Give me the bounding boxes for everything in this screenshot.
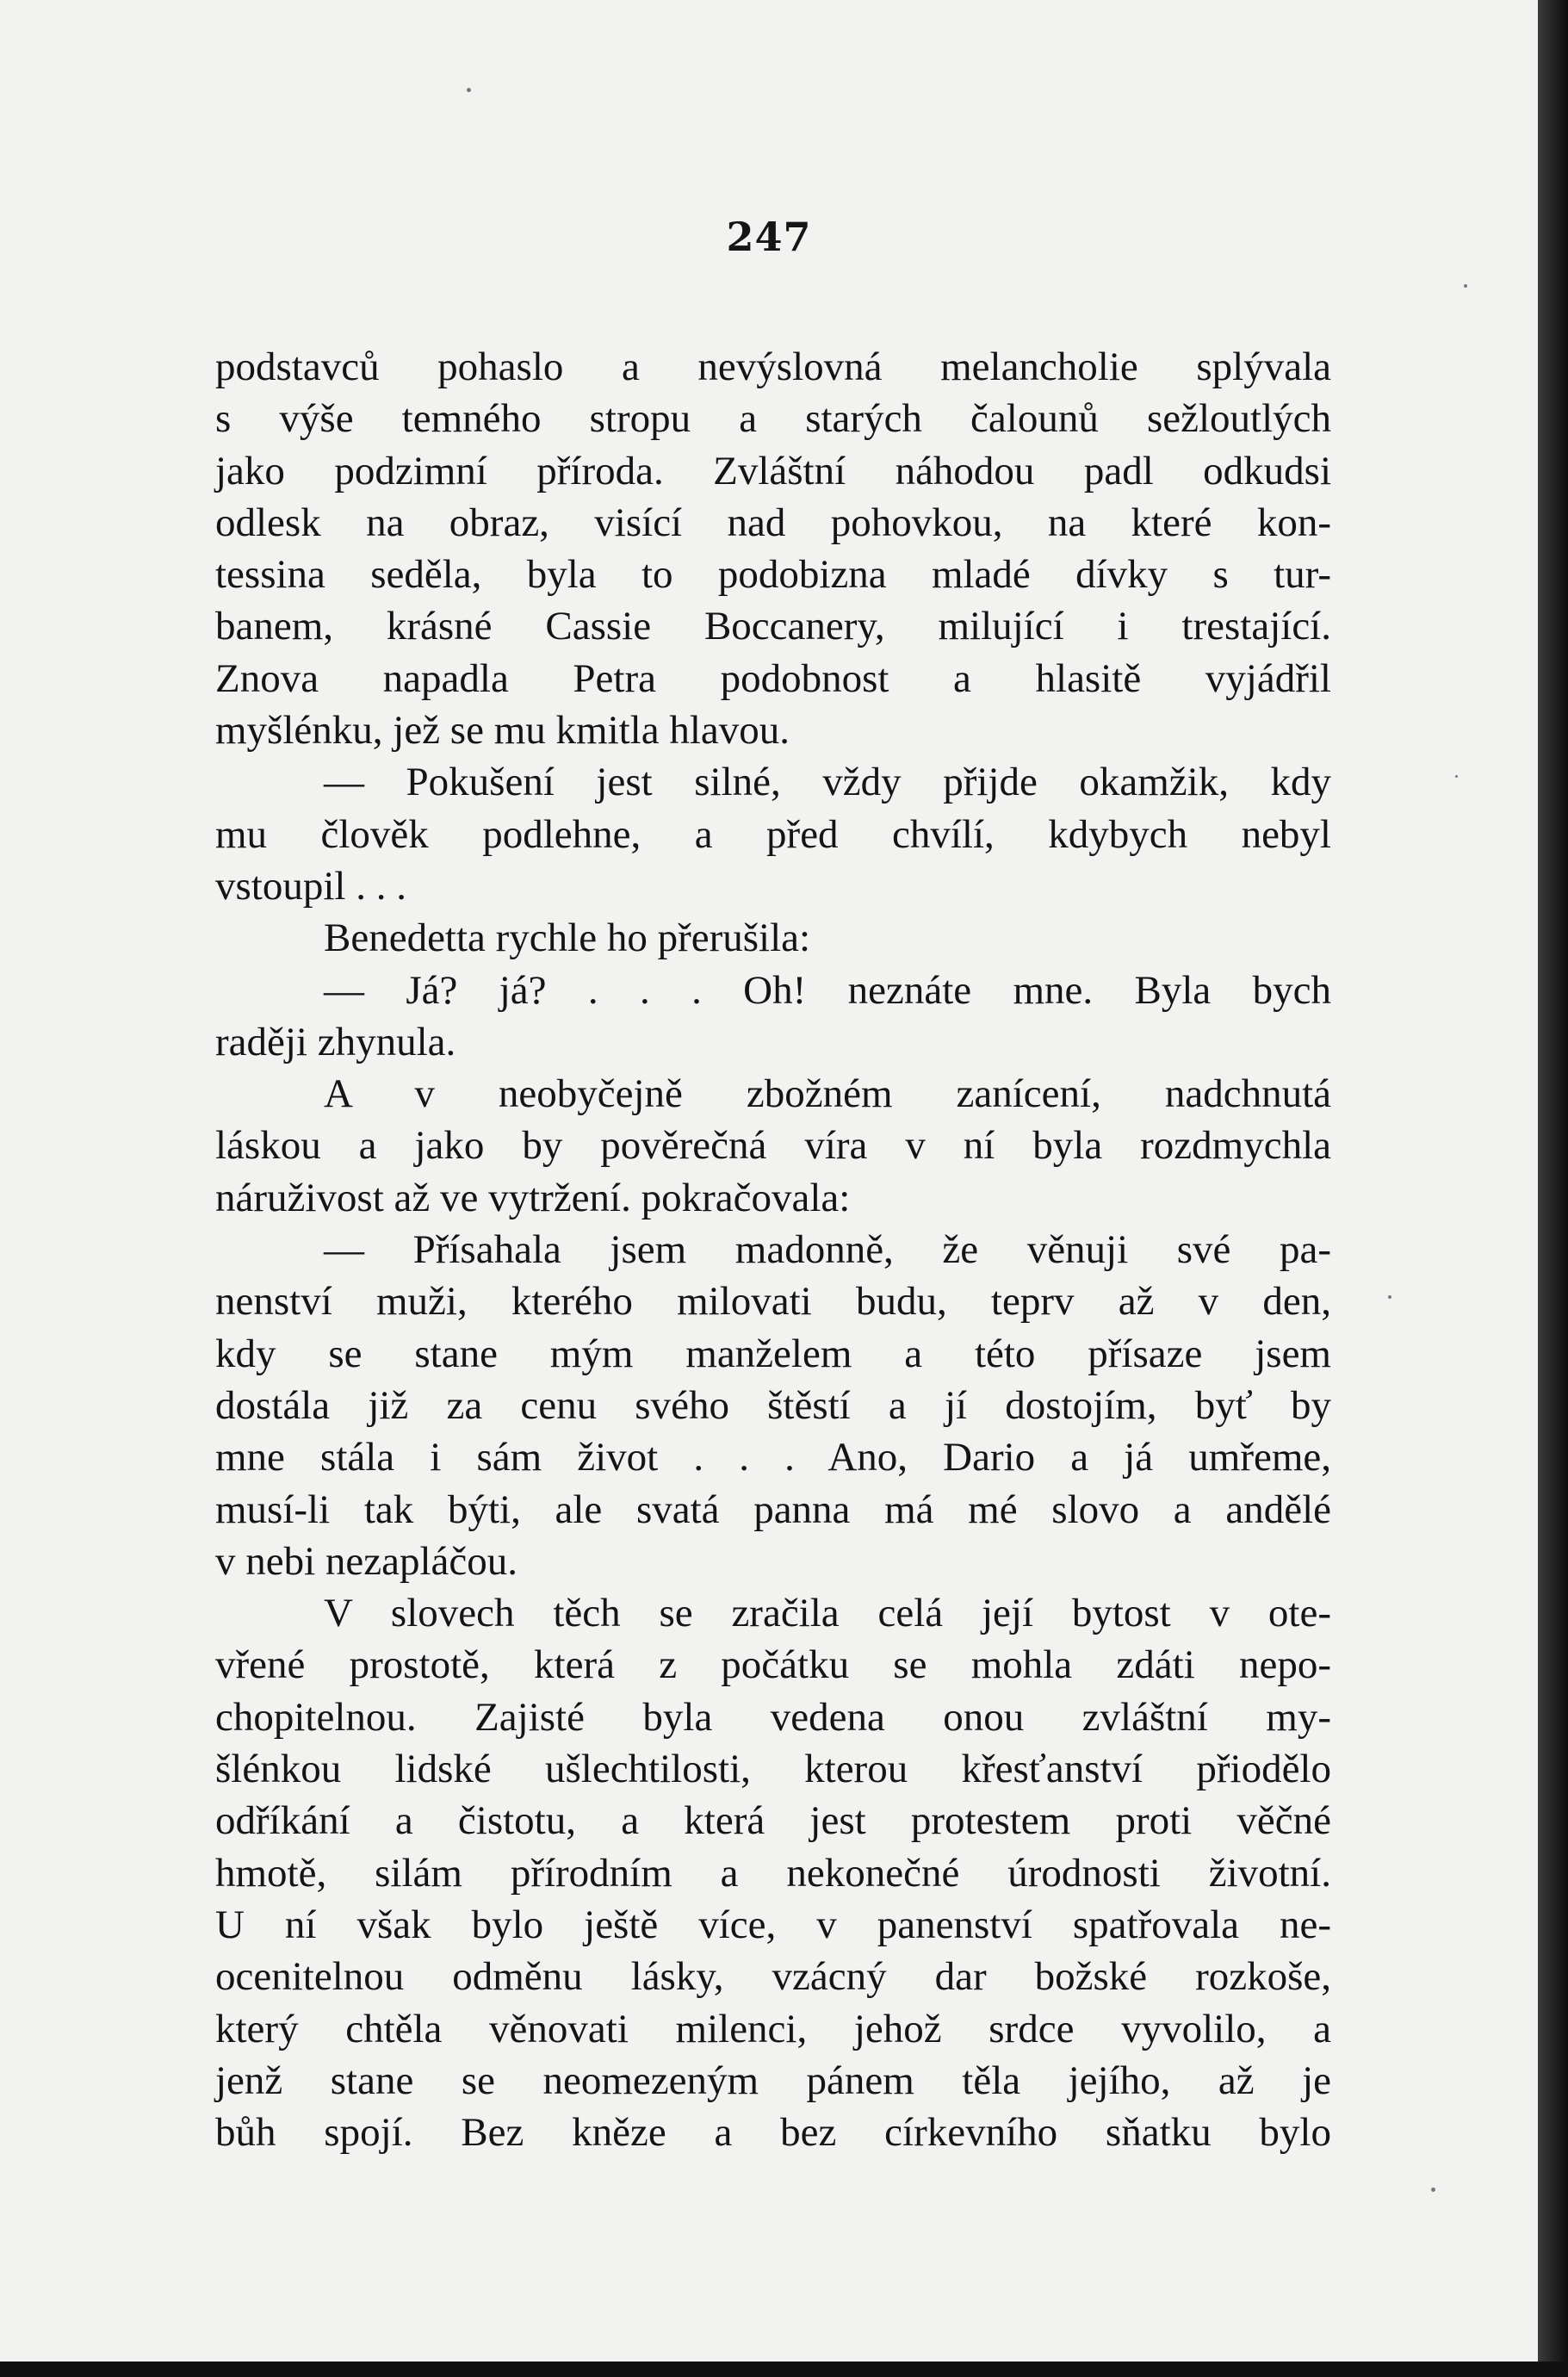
text-line: raději zhynula. <box>215 1019 456 1064</box>
text-line: jako podzimní příroda. Zvláštní náhodou padl odkudsi <box>215 448 1331 493</box>
text-line: mne stála i sám život . . . Ano, Dario a já umřeme, <box>215 1435 1331 1480</box>
text-line: láskou a jako by pověrečná víra v ní byla rozdmychla <box>215 1123 1331 1169</box>
text-line: Znova napadla Petra podobnost a hlasitě vyjádřil <box>215 655 1331 701</box>
text-line: dostála již za cenu svého štěstí a jí dostojím, byť by <box>215 1382 1331 1428</box>
text-line: Benedetta rychle ho přerušila: <box>324 915 811 961</box>
text-line: podstavců pohaslo a nevýslovná melancholie splývala <box>215 344 1331 389</box>
text-line: v nebi nezapláčou. <box>215 1538 518 1584</box>
text-line: mu člověk podlehne, a před chvílí, kdybych nebyl <box>215 811 1331 857</box>
text-line: A v neobyčejně zbožném zanícení, nadchnutá <box>324 1071 1331 1117</box>
text-line: odlesk na obraz, visící nad pohovkou, na které kon- <box>215 500 1331 545</box>
text-line: — Pokušení jest silné, vždy přijde okamžik, kdy <box>324 760 1331 805</box>
text-line: s výše temného stropu a starých čalounů sežloutlých <box>215 396 1331 442</box>
text-line: ocenitelnou odměnu lásky, vzácný dar božské rozkoše, <box>215 1954 1331 2000</box>
text-line: tessina seděla, byla to podobizna mladé dívky s tur- <box>215 552 1331 598</box>
text-line: banem, krásné Cassie Boccanery, milující i trestající. <box>215 604 1331 649</box>
text-line: šlénkou lidské ušlechtilosti, kterou křesťanství přiodělo <box>215 1747 1331 1792</box>
text-line: náruživost až ve vytržení. pokračovala: <box>215 1175 851 1220</box>
text-line: vřené prostotě, která z počátku se mohla zdáti nepo- <box>215 1642 1331 1688</box>
text-line: kdy se stane mým manželem a této přísaze jsem <box>215 1331 1331 1376</box>
dust-speck <box>1431 2188 1435 2192</box>
text-line: chopitelnou. Zajisté byla vedena onou zvláštní my- <box>215 1694 1331 1740</box>
dust-speck <box>1388 1295 1391 1299</box>
dust-speck <box>1464 284 1467 288</box>
text-line: myšlénku, jež se mu kmitla hlavou. <box>215 708 790 754</box>
text-line: hmotě, silám přírodním a nekonečné úrodnosti životní. <box>215 1850 1331 1896</box>
text-line: odříkání a čistotu, a která jest protestem proti věčné <box>215 1798 1331 1844</box>
dust-speck <box>1455 775 1458 778</box>
text-line: musí-li tak býti, ale svatá panna má mé slovo a andělé <box>215 1486 1331 1532</box>
text-line: nenství muži, kterého milovati budu, teprv až v den, <box>215 1279 1331 1325</box>
text-line: bůh spojí. Bez kněze a bez církevního sňatku bylo <box>215 2110 1331 2156</box>
text-line: vstoupil . . . <box>215 863 406 909</box>
text-line: který chtěla věnovati milenci, jehož srdce vyvolilo, a <box>215 2006 1331 2051</box>
page-bottom-shadow <box>0 2361 1568 2377</box>
text-line: jenž stane se neomezeným pánem těla jejího, až je <box>215 2057 1331 2103</box>
text-line: — Já? já? . . . Oh! neznáte mne. Byla bych <box>324 967 1331 1013</box>
text-line: — Přísahala jsem madonně, že věnuji své pa- <box>324 1227 1331 1273</box>
page-edge-shadow <box>1538 0 1568 2377</box>
page-number: 247 <box>726 214 812 260</box>
text-line: U ní však bylo ještě více, v panenství spatřovala ne- <box>215 1902 1331 1947</box>
body-text <box>215 341 1331 2158</box>
text-line: V slovech těch se zračila celá její bytost v ote- <box>324 1591 1331 1636</box>
dust-speck <box>467 88 471 92</box>
